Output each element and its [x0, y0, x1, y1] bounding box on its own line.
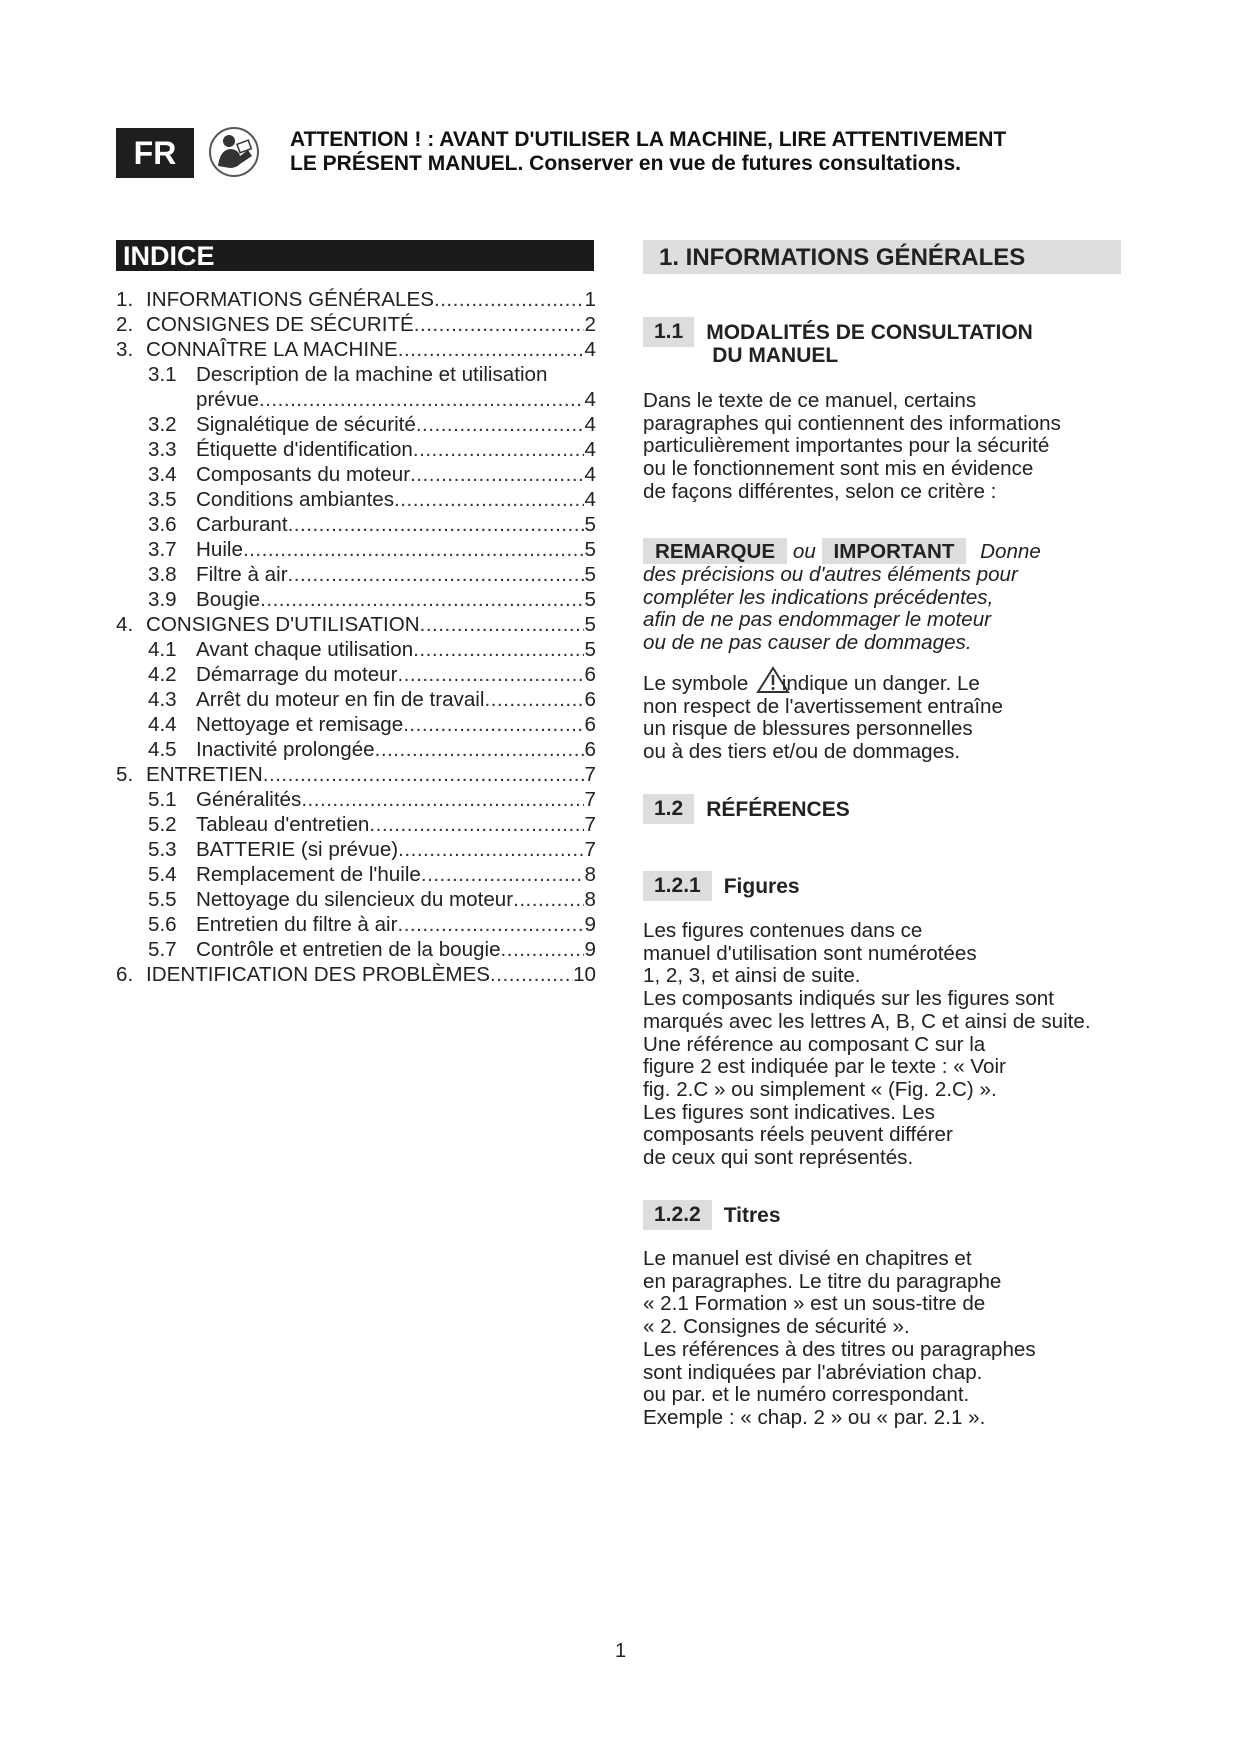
important-label: IMPORTANT: [822, 538, 967, 564]
toc-entry: [116, 813, 596, 838]
subsection-number: 1.2.2: [643, 1200, 712, 1230]
note-line: des précisions ou d'autres éléments pour: [643, 563, 1018, 586]
paragraph-line: Les références à des titres ou paragraphes: [643, 1337, 1036, 1361]
toc-dot-leader: [484, 688, 584, 712]
paragraph-line: Les figures contenues dans ce: [643, 919, 923, 942]
paragraph-line: sont indiquées par l'abréviation chap.: [643, 1360, 983, 1384]
toc-entry-page: 7: [584, 813, 596, 836]
toc-entry-number: 3.7: [148, 538, 177, 561]
toc-entry-number: 5.2: [148, 813, 177, 836]
toc-dot-leader: [414, 313, 584, 337]
paragraph-line: « 2.1 Formation » est un sous-titre de: [643, 1292, 986, 1316]
toc-entry-number: 4.5: [148, 738, 177, 761]
toc-dot-leader: [375, 738, 584, 762]
toc-entry-page: 5: [584, 588, 596, 611]
subsection-title-line-1: MODALITÉS DE CONSULTATION: [706, 321, 1033, 344]
subsection-title: RÉFÉRENCES: [706, 798, 850, 821]
toc-entry: [116, 413, 596, 438]
toc-entry: [116, 688, 596, 713]
paragraph-line: Les figures sont indicatives. Les: [643, 1100, 935, 1124]
toc-entry-title: Composants du moteur: [196, 463, 411, 486]
remarque-label: REMARQUE: [643, 538, 787, 564]
toc-entry-title: Signalétique de sécurité: [196, 413, 416, 436]
subsection-title: Figures: [723, 875, 800, 898]
paragraph-line: Le manuel est divisé en chapitres et: [643, 1247, 972, 1270]
toc-entry: [116, 638, 596, 663]
toc-entry-page: 7: [584, 788, 596, 811]
toc-entry-number: 5.3: [148, 838, 177, 861]
paragraph-line: ou le fonctionnement sont mis en évidence: [643, 457, 1034, 481]
toc-entry-number: 4.4: [148, 713, 177, 736]
toc-entry-page: 5: [584, 638, 596, 661]
toc-dot-leader: [413, 438, 584, 462]
paragraph-line: manuel d'utilisation sont numérotées: [643, 941, 977, 965]
toc-entry-title: BATTERIE (si prévue): [196, 838, 399, 861]
toc-entry-number: 5.: [116, 763, 134, 786]
toc-entry: [116, 438, 596, 463]
paragraph-line: ou par. et le numéro correspondant.: [643, 1383, 970, 1407]
toc-dot-leader: [398, 838, 584, 862]
subsection-1-2-1-heading: [643, 871, 800, 901]
toc-entry-number: 3.9: [148, 588, 177, 611]
toc-entry-page: 6: [584, 688, 596, 711]
toc-entry-title: ENTRETIEN: [146, 763, 263, 786]
subsection-title: Titres: [723, 1204, 781, 1227]
toc-entry-page: 4: [584, 463, 596, 486]
page-number: 1: [614, 1640, 627, 1662]
toc-entry: [116, 588, 596, 613]
read-manual-icon: [208, 126, 260, 178]
paragraph-line: en paragraphes. Le titre du paragraphe: [643, 1269, 1002, 1293]
toc-entry-number: 3.1: [148, 363, 177, 386]
figures-paragraph: [643, 920, 1143, 1170]
toc-entry-title: Description de la machine et utilisation: [196, 363, 548, 386]
toc-entry-page: 9: [584, 938, 596, 961]
toc-entry-title: Démarrage du moteur: [196, 663, 398, 686]
paragraph-line: particulièrement importantes pour la sécurité: [643, 434, 1050, 458]
toc-entry-title: Nettoyage et remisage: [196, 713, 404, 736]
danger-symbol-paragraph: [643, 666, 1143, 764]
toc-entry-page: 4: [584, 438, 596, 461]
toc-dot-leader: [398, 338, 584, 362]
toc-entry-number: 1.: [116, 288, 134, 311]
titles-paragraph: [643, 1248, 1143, 1430]
toc-entry-number: 3.: [116, 338, 134, 361]
paragraph-line: Une référence au composant C sur la: [643, 1032, 986, 1056]
toc-entry-number: 3.4: [148, 463, 177, 486]
toc-entry-title: Avant chaque utilisation: [196, 638, 414, 661]
toc-dot-leader: [420, 613, 584, 637]
paragraph-line: un risque de blessures personnelles: [643, 717, 973, 741]
paragraph-line: paragraphes qui contiennent des informations: [643, 411, 1061, 435]
or-word: ou: [792, 540, 816, 563]
toc-entry-title: Généralités: [196, 788, 302, 811]
toc-entry: [116, 738, 596, 763]
toc-title: INDICE: [116, 240, 594, 271]
toc-dot-leader: [243, 538, 584, 562]
toc-entry-page: 2: [584, 313, 596, 336]
subsection-1-2-heading: [643, 794, 850, 824]
subsection-number: 1.1: [643, 317, 694, 347]
toc-dot-leader: [259, 388, 584, 412]
toc-entry-page: 6: [584, 663, 596, 686]
toc-dot-leader: [288, 563, 584, 587]
toc-entry-page: 4: [584, 488, 596, 511]
paragraph-line: « 2. Consignes de sécurité ».: [643, 1315, 910, 1339]
toc-entry-page: 6: [584, 713, 596, 736]
attention-notice: [290, 128, 1090, 176]
toc-entry-title: Bougie: [196, 588, 261, 611]
toc-entry-continuation: [116, 388, 596, 413]
toc-entry: [116, 463, 596, 488]
toc-entry: [116, 663, 596, 688]
toc-entry: [116, 938, 596, 963]
subsection-1-1-heading: [643, 317, 1033, 367]
toc-entry: [116, 888, 596, 913]
toc-entry-page: 4: [584, 388, 596, 411]
toc-entry-title: Arrêt du moteur en fin de travail: [196, 688, 485, 711]
toc-entry: [116, 488, 596, 513]
paragraph-line: non respect de l'avertissement entraîne: [643, 694, 1003, 718]
toc-entry-page: 9: [584, 913, 596, 936]
toc-entry-page: 4: [584, 338, 596, 361]
toc-entry-number: 6.: [116, 963, 134, 986]
toc-dot-leader: [410, 463, 584, 487]
toc-entry-page: 5: [584, 613, 596, 636]
toc-dot-leader: [397, 663, 584, 687]
toc-entry-number: 4.2: [148, 663, 177, 686]
language-badge: FR: [116, 128, 194, 178]
toc-entry-number: 4.3: [148, 688, 177, 711]
toc-entry: [116, 363, 596, 388]
subsection-title-line-2: DU MANUEL: [712, 344, 839, 367]
table-of-contents: [116, 288, 596, 988]
toc-dot-leader: [263, 763, 584, 787]
toc-entry: [116, 763, 596, 788]
toc-dot-leader: [434, 288, 584, 312]
toc-dot-leader: [397, 913, 584, 937]
paragraph-line: Exemple : « chap. 2 » ou « par. 2.1 ».: [643, 1405, 986, 1429]
toc-entry-title: Conditions ambiantes: [196, 488, 395, 511]
toc-entry-title: Étiquette d'identification: [196, 438, 413, 461]
toc-entry: [116, 538, 596, 563]
toc-entry-page: 6: [584, 738, 596, 761]
subsection-number: 1.2.1: [643, 871, 712, 901]
toc-entry: [116, 863, 596, 888]
toc-entry: [116, 563, 596, 588]
toc-entry-title: Filtre à air: [196, 563, 288, 586]
toc-entry: [116, 913, 596, 938]
toc-entry-page: 8: [584, 863, 596, 886]
toc-entry: [116, 788, 596, 813]
toc-entry-title: Remplacement de l'huile: [196, 863, 421, 886]
toc-entry-number: 5.1: [148, 788, 177, 811]
toc-entry-page: 5: [584, 538, 596, 561]
toc-entry-page: 5: [584, 513, 596, 536]
toc-entry-title: Nettoyage du silencieux du moteur: [196, 888, 514, 911]
toc-entry-title: IDENTIFICATION DES PROBLÈMES: [146, 963, 491, 986]
toc-entry-number: 4.1: [148, 638, 177, 661]
toc-entry: [116, 963, 596, 988]
toc-entry: [116, 613, 596, 638]
note-line: ou de ne pas causer de dommages.: [643, 631, 972, 655]
toc-entry-number: 5.6: [148, 913, 177, 936]
toc-entry: [116, 338, 596, 363]
toc-entry-page: 7: [584, 838, 596, 861]
toc-entry: [116, 838, 596, 863]
toc-dot-leader: [421, 863, 584, 887]
paragraph-line: Les composants indiqués sur les figures sont: [643, 987, 1054, 1011]
toc-dot-leader: [490, 963, 573, 987]
toc-entry-page: 1: [584, 288, 596, 311]
toc-entry-number: 3.3: [148, 438, 177, 461]
paragraph-line: fig. 2.C » ou simplement « (Fig. 2.C) ».: [643, 1077, 997, 1101]
paragraph-line: de façons différentes, selon ce critère :: [643, 479, 997, 503]
toc-entry-title: Inactivité prolongée: [196, 738, 375, 761]
toc-entry-page: 7: [584, 763, 596, 786]
toc-entry: [116, 513, 596, 538]
section-title: 1. INFORMATIONS GÉNÉRALES: [643, 240, 1121, 274]
paragraph-line: 1, 2, 3, et ainsi de suite.: [643, 964, 861, 988]
attention-line-2: LE PRÉSENT MANUEL. Conserver en vue de futures consultations.: [290, 152, 961, 175]
toc-entry-title: Carburant: [196, 513, 288, 536]
toc-entry-title: Huile: [196, 538, 243, 561]
toc-entry-number: 3.2: [148, 413, 177, 436]
toc-entry-title: CONSIGNES DE SÉCURITÉ: [146, 313, 414, 336]
toc-entry-number: 5.5: [148, 888, 177, 911]
toc-entry-page: 4: [584, 413, 596, 436]
subsection-number: 1.2: [643, 794, 694, 824]
toc-entry-number: 3.8: [148, 563, 177, 586]
toc-entry: [116, 288, 596, 313]
note-line: compléter les indications précédentes,: [643, 585, 994, 609]
toc-entry-title: INFORMATIONS GÉNÉRALES: [146, 288, 434, 311]
symbol-text-before: Le symbole: [643, 672, 749, 695]
toc-dot-leader: [403, 713, 584, 737]
paragraph-line: marqués avec les lettres A, B, C et ainsi de suite.: [643, 1009, 1091, 1033]
toc-entry-title: CONNAÎTRE LA MACHINE: [146, 338, 398, 361]
consultation-paragraph: [643, 390, 1143, 504]
paragraph-line: Dans le texte de ce manuel, certains: [643, 389, 977, 412]
toc-entry: [116, 313, 596, 338]
note-first-words: Donne: [980, 540, 1041, 563]
paragraph-line: de ceux qui sont représentés.: [643, 1146, 914, 1170]
toc-dot-leader: [260, 588, 584, 612]
toc-entry-number: 3.5: [148, 488, 177, 511]
toc-entry: [116, 713, 596, 738]
toc-entry-title-cont: prévue: [196, 388, 259, 411]
toc-entry-number: 5.4: [148, 863, 177, 886]
paragraph-line: figure 2 est indiquée par le texte : « Voir: [643, 1055, 1006, 1079]
subsection-1-2-2-heading: [643, 1200, 781, 1230]
toc-dot-leader: [513, 888, 584, 912]
toc-dot-leader: [394, 488, 584, 512]
toc-entry-title: Tableau d'entretien: [196, 813, 370, 836]
toc-dot-leader: [301, 788, 584, 812]
toc-entry-number: 5.7: [148, 938, 177, 961]
toc-entry-page: 10: [573, 963, 596, 986]
remarque-important-note: [643, 538, 1143, 655]
toc-dot-leader: [413, 638, 584, 662]
symbol-text-after: indique un danger. Le: [781, 672, 980, 695]
paragraph-line: ou à des tiers et/ou de dommages.: [643, 740, 961, 764]
toc-entry-title: CONSIGNES D'UTILISATION: [146, 613, 420, 636]
attention-line-1: ATTENTION ! : AVANT D'UTILISER LA MACHINE, LIRE ATTENTIVEMENT: [290, 128, 1007, 151]
toc-dot-leader: [369, 813, 584, 837]
paragraph-line: composants réels peuvent différer: [643, 1123, 953, 1147]
toc-entry-title: Contrôle et entretien de la bougie: [196, 938, 501, 961]
toc-entry-number: 4.: [116, 613, 134, 636]
toc-entry-number: 2.: [116, 313, 134, 336]
toc-entry-page: 5: [584, 563, 596, 586]
toc-entry-page: 8: [584, 888, 596, 911]
toc-dot-leader: [416, 413, 584, 437]
note-line: afin de ne pas endommager le moteur: [643, 608, 992, 632]
toc-dot-leader: [288, 513, 584, 537]
toc-entry-title: Entretien du filtre à air: [196, 913, 398, 936]
toc-entry-number: 3.6: [148, 513, 177, 536]
toc-dot-leader: [501, 938, 584, 962]
